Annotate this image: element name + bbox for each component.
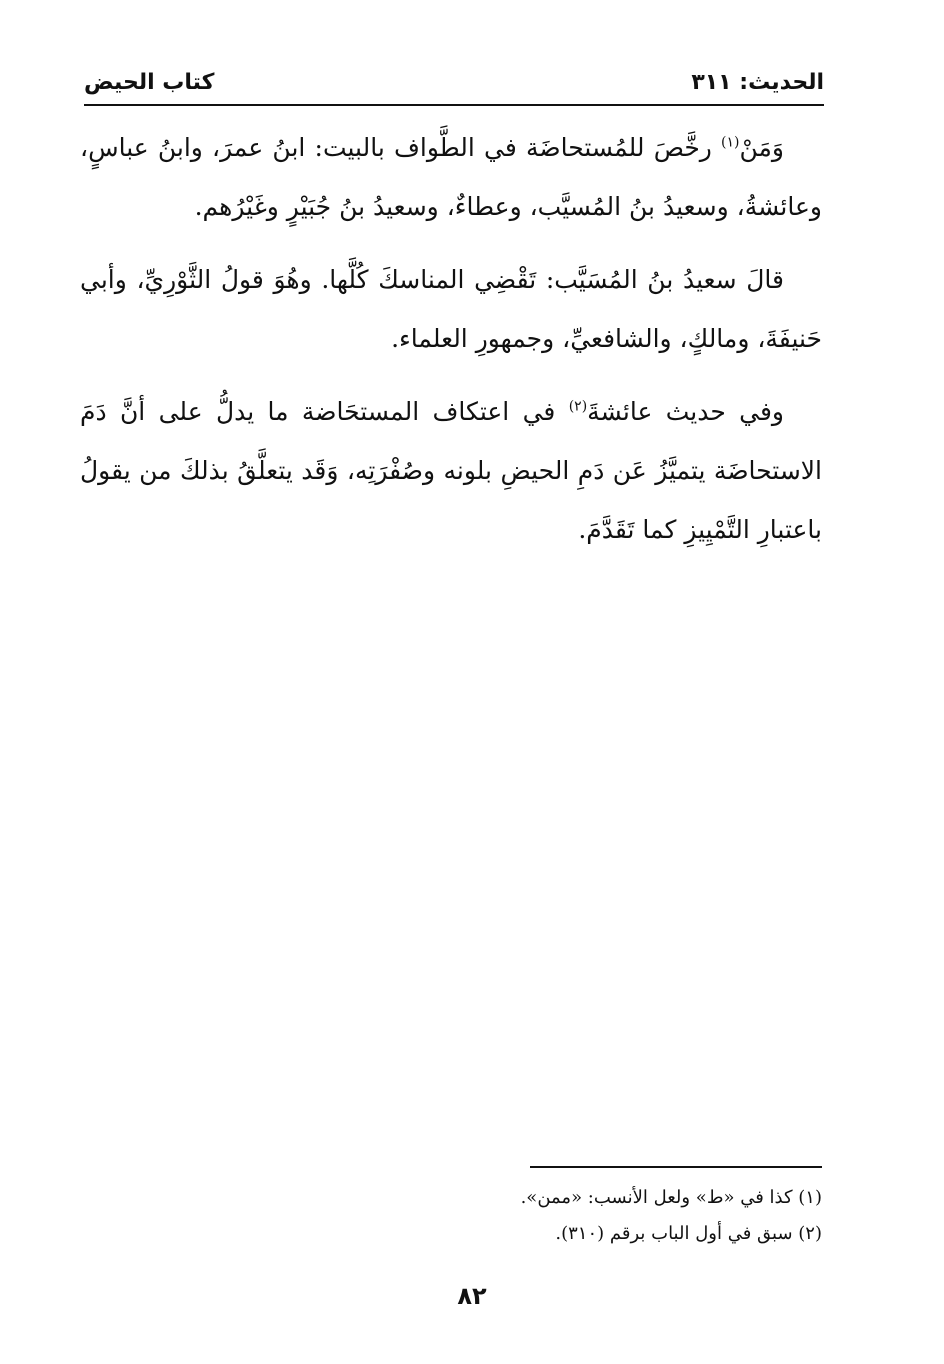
paragraph-2: قالَ سعيدُ بنُ المُسَيَّب: تَقْضِي المناسكَ كُلَّها. وهُوَ قولُ الثَّوْرِيِّ، وأبي حَنيفَةَ، ومالكٍ، والشافعيِّ، وجمهورِ العلماء.	[80, 265, 822, 353]
paragraph-1-start: وَمَنْ	[739, 133, 784, 162]
footnote-1: (١) كذا في «ط» ولعل الأنسب: «ممن».	[520, 1187, 822, 1208]
page-number: ٨٢	[457, 1282, 487, 1310]
footnote-ref-2: (٢)	[568, 398, 588, 415]
paragraph-3-rest: في اعتكاف المستحَاضة ما يدلُّ على أنَّ دَمَ الاستحاضَة يتميَّزُ عَن دَمِ الحيضِ بلونه وصُفْرَتِه، وَقَد يتعلَّقُ بذلكَ من يقولُ باعتبارِ التَّمْيِيزِ كما تَقَدَّمَ.	[80, 397, 822, 544]
header-book-title: كتاب الحيض	[84, 70, 215, 95]
paragraph-1	[80, 118, 822, 236]
footnote-divider	[530, 1166, 822, 1168]
footnote-2: (٢) سبق في أول الباب برقم (٣١٠).	[555, 1223, 822, 1244]
paragraph-1-rest: رخَّصَ للمُستحاضَة في الطَّواف بالبيت: ابنُ عمرَ، وابنُ عباسٍ، وعائشةُ، وسعيدُ بنُ المُسيَّب، وعطاءٌ، وسعيدُ بنُ جُبَيْرٍ وغَيْرُهم.	[80, 133, 822, 221]
paragraph-3-start: وفي حديث عائشةَ	[587, 397, 784, 426]
header-hadith-number: الحديث: ٣١١	[691, 70, 824, 95]
header-divider	[84, 104, 824, 106]
paragraph-3	[80, 382, 822, 559]
main-text	[80, 118, 822, 573]
running-header	[84, 66, 824, 100]
footnotes	[80, 1180, 822, 1252]
footnote-ref-1: (١)	[721, 134, 740, 151]
